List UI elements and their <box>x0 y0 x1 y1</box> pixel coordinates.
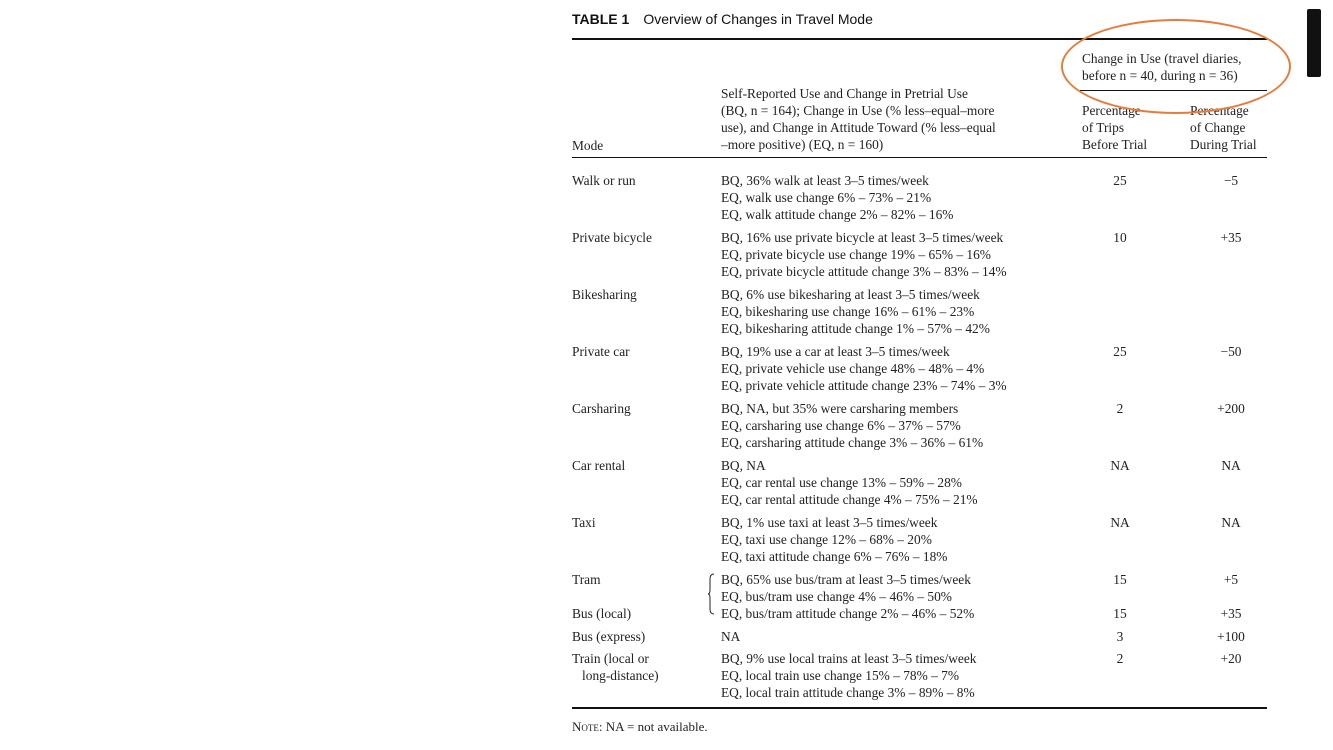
header-line: Percentage <box>1190 103 1249 118</box>
description-line: EQ, carsharing use change 6% – 37% – 57% <box>721 418 961 433</box>
mode-line: Carsharing <box>572 401 631 416</box>
description-line: EQ, bikesharing use change 16% – 61% – 23% <box>721 304 975 319</box>
table-title <box>572 11 873 27</box>
mode-cell <box>572 457 625 474</box>
description-line: BQ, 19% use a car at least 3–5 times/week <box>721 344 950 359</box>
description-line: BQ, NA <box>721 458 766 473</box>
mode-line: Walk or run <box>572 173 636 188</box>
percentage-trips-cell: 15 <box>1113 572 1127 587</box>
header-line: of Change <box>1190 120 1246 135</box>
note-text: NA = not available. <box>602 719 708 734</box>
edge-tab <box>1307 9 1321 77</box>
description-line: BQ, 1% use taxi at least 3–5 times/week <box>721 515 938 530</box>
description-line: BQ, NA, but 35% were carsharing members <box>721 401 959 416</box>
percentage-trips-cell: 3 <box>1116 629 1124 644</box>
header-line: Self-Reported Use and Change in Pretrial Use <box>721 86 968 101</box>
description-line: EQ, bus/tram use change 4% – 46% – 50% <box>721 589 952 604</box>
mode-cell <box>572 605 631 622</box>
percentage-change-cell: +35 <box>1220 606 1242 621</box>
description-line: EQ, private bicycle use change 19% – 65% – 16% <box>721 247 991 262</box>
percentage-trips-cell: NA <box>1110 515 1130 530</box>
bottom-rule <box>572 707 1267 709</box>
mode-line: Tram <box>572 572 601 587</box>
description-cell <box>721 172 953 223</box>
description-line: EQ, walk attitude change 2% – 82% – 16% <box>721 207 954 222</box>
description-line: BQ, 36% walk at least 3–5 times/week <box>721 173 929 188</box>
mode-line: Private car <box>572 344 630 359</box>
mode-line: Bus (express) <box>572 629 646 644</box>
note-label: Note: <box>572 719 603 734</box>
mode-cell <box>572 514 596 531</box>
description-line: EQ, bikesharing attitude change 1% – 57% – 42% <box>721 321 990 336</box>
percentage-change-cell: +5 <box>1223 572 1239 587</box>
header-line: before n = 40, during n = 36) <box>1082 68 1238 83</box>
percentage-change-cell: +20 <box>1220 651 1242 666</box>
percentage-change-cell: +200 <box>1217 401 1245 416</box>
description-line: EQ, local train use change 15% – 78% – 7% <box>721 668 959 683</box>
header-line: (BQ, n = 164); Change in Use (% less–equal–more <box>721 103 995 118</box>
header-line: During Trial <box>1190 137 1257 152</box>
mode-cell <box>572 286 637 303</box>
header-line: –more positive) (EQ, n = 160) <box>721 137 884 152</box>
percentage-change-cell: +100 <box>1217 629 1245 644</box>
percentage-trips-cell: 25 <box>1113 344 1127 359</box>
highlight-circle <box>1061 19 1291 114</box>
header-line: of Trips <box>1082 120 1125 135</box>
percentage-trips-cell: 25 <box>1113 173 1127 188</box>
percentage-change-cell: NA <box>1221 515 1241 530</box>
bracket-icon <box>708 573 715 615</box>
description-line: EQ, walk use change 6% – 73% – 21% <box>721 190 932 205</box>
mode-line: Bus (local) <box>572 606 632 621</box>
description-cell <box>721 605 974 622</box>
header-mode: Mode <box>572 138 604 153</box>
description-line: EQ, local train attitude change 3% – 89% – 8% <box>721 685 975 700</box>
description-line: EQ, car rental attitude change 4% – 75% – 21% <box>721 492 978 507</box>
mode-line: Train (local or <box>572 651 649 666</box>
header-line: Percentage <box>1082 103 1141 118</box>
description-cell <box>721 514 947 565</box>
mode-cell <box>572 628 645 645</box>
description-line: NA <box>721 629 741 644</box>
percentage-change-cell: −50 <box>1220 344 1242 359</box>
table-note <box>572 719 708 735</box>
description-line: BQ, 9% use local trains at least 3–5 times/week <box>721 651 977 666</box>
description-line: EQ, car rental use change 13% – 59% – 28% <box>721 475 962 490</box>
percentage-trips-cell: NA <box>1110 458 1130 473</box>
description-line: BQ, 16% use private bicycle at least 3–5 times/week <box>721 230 1004 245</box>
description-cell <box>721 650 976 701</box>
description-cell <box>721 343 1007 394</box>
header-line: Before Trial <box>1082 137 1148 152</box>
description-cell <box>721 571 971 605</box>
percentage-trips-cell: 10 <box>1113 230 1127 245</box>
percentage-change-cell: NA <box>1221 458 1241 473</box>
mode-line: Private bicycle <box>572 230 652 245</box>
description-line: EQ, private bicycle attitude change 3% – 83% – 14% <box>721 264 1007 279</box>
description-line: EQ, taxi attitude change 6% – 76% – 18% <box>721 549 948 564</box>
mode-cell <box>572 343 630 360</box>
description-line: BQ, 6% use bikesharing at least 3–5 times/week <box>721 287 980 302</box>
header-line: Change in Use (travel diaries, <box>1082 51 1242 66</box>
mode-cell <box>572 571 601 588</box>
mode-cell <box>572 650 659 684</box>
percentage-trips-cell: 2 <box>1116 401 1124 416</box>
description-cell <box>721 457 978 508</box>
table-title-text: Overview of Changes in Travel Mode <box>643 11 873 27</box>
mode-cell <box>572 400 631 417</box>
mode-cell <box>572 229 652 246</box>
mode-line: Car rental <box>572 458 626 473</box>
percentage-trips-cell: 2 <box>1116 651 1124 666</box>
description-cell <box>721 229 1007 280</box>
header-line: use), and Change in Attitude Toward (% less–equal <box>721 120 996 135</box>
description-line: EQ, private vehicle attitude change 23% – 74% – 3% <box>721 378 1007 393</box>
percentage-trips-cell: 15 <box>1113 606 1127 621</box>
description-line: BQ, 65% use bus/tram at least 3–5 times/week <box>721 572 971 587</box>
percentage-change-cell: +35 <box>1220 230 1242 245</box>
description-line: EQ, taxi use change 12% – 68% – 20% <box>721 532 932 547</box>
mode-line: long-distance) <box>572 668 659 683</box>
percentage-change-cell: −5 <box>1223 173 1239 188</box>
description-line: EQ, bus/tram attitude change 2% – 46% – 52% <box>721 606 975 621</box>
description-line: EQ, carsharing attitude change 3% – 36% – 61% <box>721 435 984 450</box>
header-self-reported <box>721 85 996 153</box>
mode-cell <box>572 172 636 189</box>
table-number: TABLE 1 <box>572 11 630 27</box>
description-cell <box>721 400 983 451</box>
header-rule <box>572 157 1267 158</box>
mode-line: Bikesharing <box>572 287 637 302</box>
description-cell <box>721 628 740 645</box>
mode-line: Taxi <box>572 515 596 530</box>
description-line: EQ, private vehicle use change 48% – 48% – 4% <box>721 361 985 376</box>
description-cell <box>721 286 990 337</box>
